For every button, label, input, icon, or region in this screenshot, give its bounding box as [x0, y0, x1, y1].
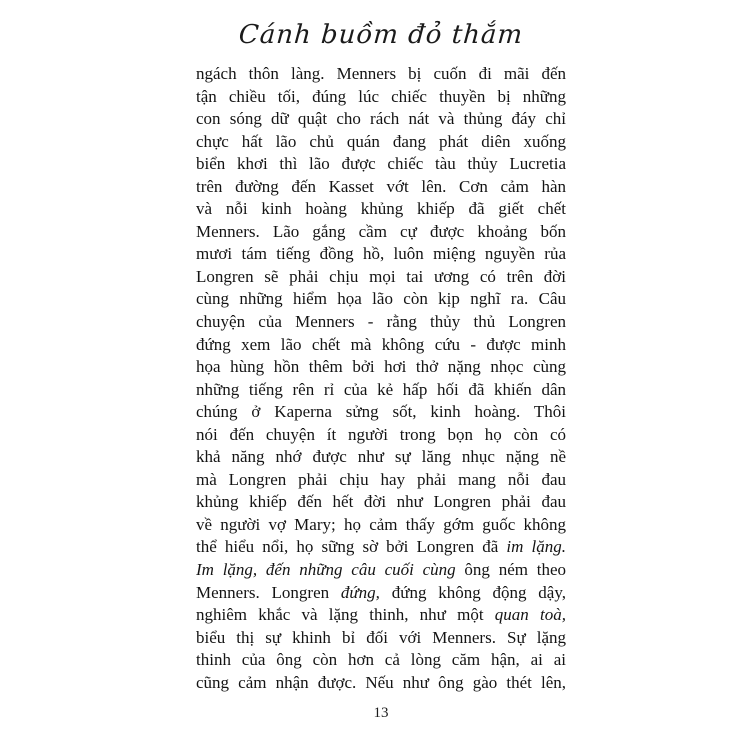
text-segment: ngách thôn làng. Menners bị cuốn đi mãi đến: [196, 64, 566, 83]
emphasized-text: đứng,: [340, 582, 380, 602]
text-segment: Menners. Longren: [196, 582, 341, 602]
text-line: [196, 514, 566, 537]
text-line: [196, 356, 566, 379]
text-line: [196, 672, 566, 695]
text-segment: tận chiều tối, đúng lúc chiếc thuyền bị những: [196, 86, 566, 106]
text-segment: Longren sẽ phải chịu mọi tai ương có trên đời: [196, 266, 566, 286]
text-line: [196, 334, 566, 357]
text-segment: thinh của ông còn hơn cả lòng căm hận, ai ai: [196, 650, 566, 670]
page-number: 13: [373, 705, 389, 721]
text-line: [196, 604, 566, 627]
text-segment: Menners. Lão gắng cầm cự được khoảng bốn: [196, 221, 566, 241]
text-line: [196, 221, 566, 244]
text-segment: đứng không động dậy,: [379, 582, 566, 602]
text-line: [196, 198, 566, 221]
text-line: [196, 582, 566, 605]
text-line: [196, 153, 566, 176]
running-head: Cánh buồm đỏ thắm: [237, 20, 525, 50]
body-text: [196, 63, 566, 694]
text-line: [196, 469, 566, 492]
text-segment: khả năng nhớ được như sự lăng nhục nặng nề: [196, 447, 566, 467]
text-segment: biểu thị sự khinh bỉ đối với Menners. Sự lặng: [196, 627, 566, 647]
text-line: [196, 627, 566, 650]
text-line: [196, 86, 566, 109]
text-line: [196, 536, 566, 559]
text-line: [196, 176, 566, 199]
text-line: [196, 108, 566, 131]
text-segment: nghiêm khắc và lặng thinh, như một: [196, 605, 495, 625]
text-line: [196, 649, 566, 672]
text-segment: trên đường đến Kasset vớt lên. Cơn cảm hàn: [196, 176, 566, 196]
text-line: [196, 424, 566, 447]
text-line: [196, 491, 566, 514]
text-line: [196, 446, 566, 469]
text-segment: con sóng dữ quật cho rách nát và thủng đáy chỉ: [196, 109, 566, 129]
text-line: [196, 401, 566, 424]
text-line: [196, 559, 566, 582]
text-segment: những tiếng rên rỉ của kẻ hấp hối đã khiến dân: [196, 379, 566, 399]
text-line: [196, 63, 566, 86]
text-line: [196, 266, 566, 289]
text-segment: cũng cảm nhận được. Nếu như ông gào thét lên,: [196, 672, 566, 692]
text-segment: biển khơi thì lão được chiếc tàu thủy Lucretia: [196, 154, 566, 174]
text-segment: về người vợ Mary; họ cảm thấy gớm guốc không: [196, 514, 566, 534]
text-line: [196, 379, 566, 402]
text-segment: và nỗi kinh hoàng khủng khiếp đã giết chết: [196, 199, 566, 219]
emphasized-text: im lặng.: [506, 537, 566, 557]
emphasized-text: quan toà,: [494, 605, 566, 625]
text-segment: nói đến chuyện ít người trong bọn họ còn có: [196, 424, 566, 444]
text-line: [196, 311, 566, 334]
text-segment: ông ném theo: [455, 560, 566, 580]
text-segment: chực hất lão chủ quán đang phát diên xuống: [196, 131, 566, 151]
text-segment: họa hùng hồn thêm bởi hơi thở nặng nhọc cùng: [196, 357, 566, 377]
text-line: [196, 243, 566, 266]
text-segment: cùng những hiểm họa lão còn kịp nghĩ ra. Câu: [196, 289, 566, 309]
emphasized-text: Im lặng, đến những câu cuối cùng: [196, 560, 456, 580]
text-segment: đứng xem lão chết mà không cứu - được minh: [196, 334, 566, 354]
text-segment: mà Longren phải chịu hay phải mang nỗi đau: [196, 469, 566, 489]
text-line: [196, 131, 566, 154]
text-line: [196, 288, 566, 311]
text-segment: chúng ở Kaperna sửng sốt, kinh hoàng. Thôi: [196, 402, 566, 422]
text-segment: chuyện của Menners - rằng thủy thủ Longren: [196, 312, 566, 332]
text-segment: mươi tám tiếng đồng hồ, luôn miệng nguyền rủa: [196, 244, 566, 264]
text-segment: thể hiểu nổi, họ sững sờ bởi Longren đã: [196, 537, 507, 557]
text-segment: khủng khiếp đến hết đời như Longren phải đau: [196, 492, 566, 512]
